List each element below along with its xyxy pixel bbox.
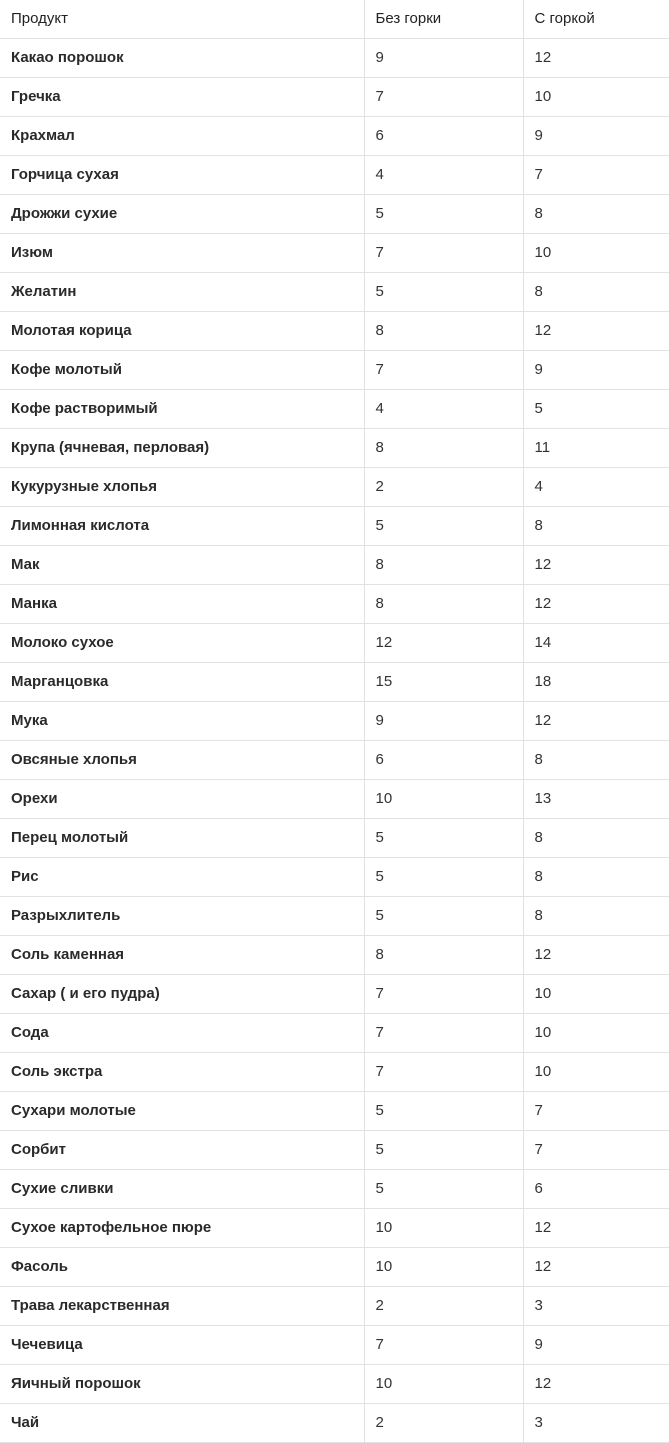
table-row: [0, 585, 669, 624]
header-without-heap: Без горки: [364, 0, 523, 39]
cell-without-heap: 7: [364, 78, 523, 117]
header-row: [0, 0, 669, 39]
cell-without-heap: 7: [364, 234, 523, 273]
table-row: [0, 234, 669, 273]
table-row: [0, 39, 669, 78]
cell-with-heap: 12: [523, 546, 669, 585]
cell-with-heap: 12: [523, 1209, 669, 1248]
cell-product: Какао порошок: [0, 39, 364, 78]
table-row: [0, 78, 669, 117]
cell-with-heap: 8: [523, 858, 669, 897]
cell-with-heap: 5: [523, 390, 669, 429]
cell-with-heap: 3: [523, 1287, 669, 1326]
cell-without-heap: 5: [364, 507, 523, 546]
table-row: [0, 741, 669, 780]
cell-with-heap: 12: [523, 936, 669, 975]
cell-with-heap: 10: [523, 975, 669, 1014]
table-body: [0, 39, 669, 1443]
table-row: [0, 897, 669, 936]
table-row: [0, 273, 669, 312]
cell-with-heap: 11: [523, 429, 669, 468]
table-row: [0, 936, 669, 975]
table-row: [0, 351, 669, 390]
cell-with-heap: 8: [523, 897, 669, 936]
cell-product: Сухое картофельное пюре: [0, 1209, 364, 1248]
cell-without-heap: 8: [364, 312, 523, 351]
header-product: Продукт: [0, 0, 364, 39]
cell-product: Сухие сливки: [0, 1170, 364, 1209]
cell-with-heap: 14: [523, 624, 669, 663]
cell-product: Яичный порошок: [0, 1365, 364, 1404]
cell-product: Трава лекарственная: [0, 1287, 364, 1326]
cell-without-heap: 9: [364, 702, 523, 741]
table-row: [0, 1287, 669, 1326]
cell-with-heap: 13: [523, 780, 669, 819]
cell-without-heap: 6: [364, 117, 523, 156]
cell-without-heap: 15: [364, 663, 523, 702]
table-row: [0, 507, 669, 546]
header-with-heap: С горкой: [523, 0, 669, 39]
cell-product: Крупа (ячневая, перловая): [0, 429, 364, 468]
table-row: [0, 663, 669, 702]
cell-product: Желатин: [0, 273, 364, 312]
cell-product: Сахар ( и его пудра): [0, 975, 364, 1014]
table-row: [0, 312, 669, 351]
cell-product: Сорбит: [0, 1131, 364, 1170]
cell-with-heap: 9: [523, 117, 669, 156]
table-row: [0, 1404, 669, 1443]
cell-without-heap: 7: [364, 1053, 523, 1092]
table-row: [0, 156, 669, 195]
cell-without-heap: 6: [364, 741, 523, 780]
table-row: [0, 1365, 669, 1404]
cell-without-heap: 10: [364, 1365, 523, 1404]
table-row: [0, 1326, 669, 1365]
cell-without-heap: 7: [364, 975, 523, 1014]
cell-with-heap: 12: [523, 702, 669, 741]
cell-with-heap: 8: [523, 273, 669, 312]
table-row: [0, 1053, 669, 1092]
table-row: [0, 1092, 669, 1131]
table-row: [0, 819, 669, 858]
cell-with-heap: 12: [523, 1365, 669, 1404]
cell-without-heap: 7: [364, 351, 523, 390]
cell-product: Мак: [0, 546, 364, 585]
table-row: [0, 429, 669, 468]
cell-with-heap: 3: [523, 1404, 669, 1443]
cell-product: Молоко сухое: [0, 624, 364, 663]
cell-with-heap: 8: [523, 507, 669, 546]
cell-without-heap: 5: [364, 273, 523, 312]
table-row: [0, 1170, 669, 1209]
cell-product: Мука: [0, 702, 364, 741]
cell-with-heap: 10: [523, 234, 669, 273]
cell-product: Крахмал: [0, 117, 364, 156]
cell-with-heap: 9: [523, 1326, 669, 1365]
cell-product: Молотая корица: [0, 312, 364, 351]
cell-with-heap: 7: [523, 1131, 669, 1170]
cell-product: Чечевица: [0, 1326, 364, 1365]
cell-without-heap: 10: [364, 1209, 523, 1248]
cell-product: Сода: [0, 1014, 364, 1053]
cell-without-heap: 10: [364, 780, 523, 819]
table-row: [0, 702, 669, 741]
cell-without-heap: 5: [364, 1170, 523, 1209]
cell-product: Манка: [0, 585, 364, 624]
cell-without-heap: 7: [364, 1326, 523, 1365]
cell-product: Дрожжи сухие: [0, 195, 364, 234]
cell-product: Фасоль: [0, 1248, 364, 1287]
cell-without-heap: 5: [364, 897, 523, 936]
cell-without-heap: 8: [364, 585, 523, 624]
cell-with-heap: 7: [523, 156, 669, 195]
cell-without-heap: 7: [364, 1014, 523, 1053]
cell-without-heap: 5: [364, 819, 523, 858]
cell-with-heap: 8: [523, 741, 669, 780]
cell-with-heap: 7: [523, 1092, 669, 1131]
table-row: [0, 195, 669, 234]
cell-with-heap: 8: [523, 819, 669, 858]
cell-product: Изюм: [0, 234, 364, 273]
cell-without-heap: 5: [364, 1131, 523, 1170]
cell-without-heap: 5: [364, 858, 523, 897]
table-row: [0, 1131, 669, 1170]
table-row: [0, 780, 669, 819]
table-row: [0, 117, 669, 156]
cell-with-heap: 8: [523, 195, 669, 234]
cell-without-heap: 2: [364, 468, 523, 507]
cell-without-heap: 5: [364, 1092, 523, 1131]
cell-with-heap: 18: [523, 663, 669, 702]
cell-without-heap: 8: [364, 546, 523, 585]
cell-with-heap: 10: [523, 1014, 669, 1053]
cell-product: Горчица сухая: [0, 156, 364, 195]
cell-without-heap: 2: [364, 1404, 523, 1443]
cell-without-heap: 10: [364, 1248, 523, 1287]
cell-product: Перец молотый: [0, 819, 364, 858]
cell-without-heap: 4: [364, 156, 523, 195]
cell-with-heap: 10: [523, 78, 669, 117]
cell-with-heap: 12: [523, 1248, 669, 1287]
table-header: [0, 0, 669, 39]
cell-with-heap: 12: [523, 39, 669, 78]
cell-product: Кукурузные хлопья: [0, 468, 364, 507]
table-row: [0, 624, 669, 663]
cell-without-heap: 8: [364, 429, 523, 468]
cell-product: Лимонная кислота: [0, 507, 364, 546]
cell-product: Разрыхлитель: [0, 897, 364, 936]
cell-with-heap: 9: [523, 351, 669, 390]
cell-product: Кофе растворимый: [0, 390, 364, 429]
cell-with-heap: 10: [523, 1053, 669, 1092]
cell-product: Гречка: [0, 78, 364, 117]
cell-product: Соль экстра: [0, 1053, 364, 1092]
cell-without-heap: 2: [364, 1287, 523, 1326]
table-row: [0, 1014, 669, 1053]
cell-without-heap: 12: [364, 624, 523, 663]
cell-without-heap: 4: [364, 390, 523, 429]
cell-product: Марганцовка: [0, 663, 364, 702]
cell-product: Кофе молотый: [0, 351, 364, 390]
table-row: [0, 546, 669, 585]
cell-without-heap: 8: [364, 936, 523, 975]
cell-with-heap: 12: [523, 585, 669, 624]
table-row: [0, 390, 669, 429]
cell-with-heap: 6: [523, 1170, 669, 1209]
cell-without-heap: 9: [364, 39, 523, 78]
table-row: [0, 1248, 669, 1287]
cell-without-heap: 5: [364, 195, 523, 234]
table-row: [0, 468, 669, 507]
cell-product: Орехи: [0, 780, 364, 819]
table-row: [0, 858, 669, 897]
cell-product: Овсяные хлопья: [0, 741, 364, 780]
cell-product: Рис: [0, 858, 364, 897]
cell-with-heap: 4: [523, 468, 669, 507]
table-row: [0, 1209, 669, 1248]
cell-product: Соль каменная: [0, 936, 364, 975]
table-row: [0, 975, 669, 1014]
cell-product: Чай: [0, 1404, 364, 1443]
cell-product: Сухари молотые: [0, 1092, 364, 1131]
cell-with-heap: 12: [523, 312, 669, 351]
